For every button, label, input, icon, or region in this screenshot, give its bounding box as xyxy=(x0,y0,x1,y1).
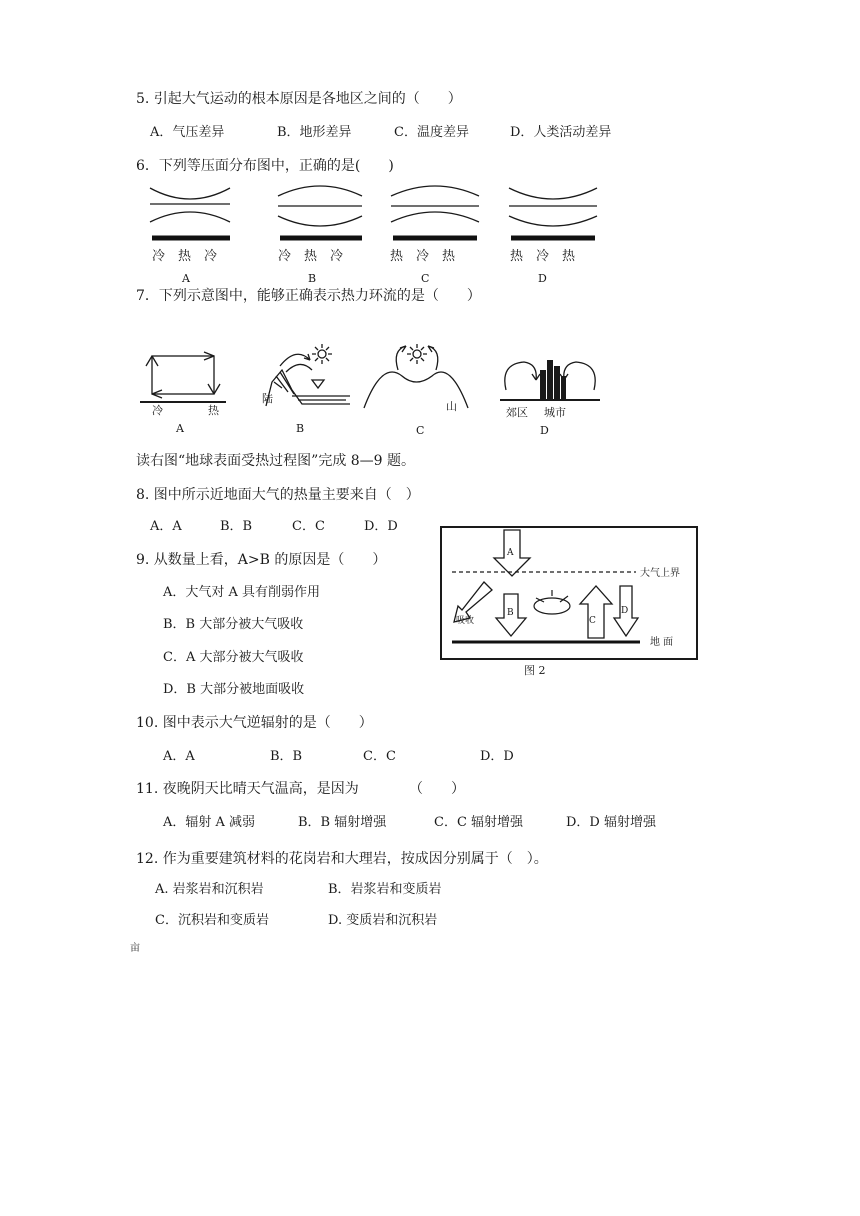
q9-option-a: A．大气对 A 具有削弱作用 xyxy=(163,585,321,600)
fig7a-letter: A xyxy=(176,422,184,435)
circulation-figure-a xyxy=(140,352,230,412)
isobar-panel-c xyxy=(385,182,485,244)
figure2-arrow-d-label: D xyxy=(621,606,629,616)
q10-option-b: B．B xyxy=(270,749,303,764)
fig7c-mountain-label: 山 xyxy=(446,400,457,413)
fig7d-city-label: 城市 xyxy=(544,406,566,419)
q5-option-a: A．气压差异 xyxy=(150,125,225,140)
q9-stem: 9. 从数量上看，A>B 的原因是（ ） xyxy=(136,552,387,568)
q6-panel-c-labels: 热 冷 热 xyxy=(390,249,456,264)
figure2-atmosphere-top-label: 大气上界 xyxy=(640,568,680,579)
q9-option-c: C．A 大部分被大气吸收 xyxy=(163,650,304,665)
q5-option-b: B．地形差异 xyxy=(277,125,352,140)
q12-option-d: D. 变质岩和沉积岩 xyxy=(328,913,438,928)
isobar-panel-d xyxy=(503,182,603,244)
q6-letter-d: D xyxy=(538,272,547,285)
fig7b-land-label: 陆 xyxy=(262,392,273,405)
q11-answer-paren: （ ） xyxy=(409,781,465,797)
q11-option-a: A．辐射 A 减弱 xyxy=(163,815,256,830)
q6-panel-d-labels: 热 冷 热 xyxy=(510,249,576,264)
q11-stem: 11. 夜晚阴天比晴天气温高，是因为 xyxy=(136,781,359,797)
q9-option-d: D．B 大部分被地面吸收 xyxy=(163,682,305,697)
isobar-panel-b xyxy=(270,182,370,244)
figure2-arrow-a-label: A xyxy=(507,548,514,558)
q8-stem: 8. 图中所示近地面大气的热量主要来自（ ） xyxy=(136,487,420,503)
fig7d-letter: D xyxy=(540,424,549,437)
q8-option-a: A．A xyxy=(150,519,182,534)
q10-option-a: A．A xyxy=(163,749,195,764)
q6-letter-a: A xyxy=(182,272,190,285)
q6-stem: 6．下列等压面分布图中，正确的是( ) xyxy=(136,158,394,174)
figure2-absorb-label: 吸收 xyxy=(456,616,475,626)
q10-option-c: C．C xyxy=(363,749,396,764)
isobar-panel-a xyxy=(140,182,240,244)
q8-option-c: C．C xyxy=(292,519,325,534)
q5-option-c: C．温度差异 xyxy=(394,125,469,140)
q9-option-b: B．B 大部分被大气吸收 xyxy=(163,617,304,632)
q12-option-b: B．岩浆岩和变质岩 xyxy=(328,882,442,897)
q6-letter-b: B xyxy=(308,272,317,285)
fig7c-letter: C xyxy=(416,424,425,437)
figure2-arrow-c-label: C xyxy=(589,616,596,626)
q10-stem: 10. 图中表示大气逆辐射的是（ ） xyxy=(136,715,373,731)
fig7a-hot-label: 热 xyxy=(208,404,219,417)
footer-mark: 亩 xyxy=(130,943,140,954)
fig7d-suburb-label: 郊区 xyxy=(506,406,528,419)
q6-panel-a-labels: 冷 热 冷 xyxy=(152,249,218,264)
q8-option-b: B．B xyxy=(220,519,253,534)
figure2-caption: 图 2 xyxy=(524,664,546,677)
q8-9-intro: 读右图“地球表面受热过程图”完成 8—9 题。 xyxy=(136,453,416,469)
q8-option-d: D．D xyxy=(364,519,398,534)
fig7a-cold-label: 冷 xyxy=(152,404,163,417)
q6-panel-b-labels: 冷 热 冷 xyxy=(278,249,344,264)
q12-option-a: A. 岩浆岩和沉积岩 xyxy=(155,882,264,897)
q12-stem: 12. 作为重要建筑材料的花岗岩和大理岩，按成因分别属于（ ）。 xyxy=(136,851,548,867)
figure2-ground-label: 地 面 xyxy=(650,637,674,648)
q11-option-b: B．B 辐射增强 xyxy=(298,815,387,830)
q10-option-d: D．D xyxy=(480,749,514,764)
q7-stem: 7．下列示意图中，能够正确表示热力环流的是（ ） xyxy=(136,288,481,304)
circulation-figure-d xyxy=(500,350,600,410)
q11-option-d: D．D 辐射增强 xyxy=(566,815,656,830)
figure2-arrow-b-label: B xyxy=(507,608,514,618)
q6-letter-c: C xyxy=(421,272,430,285)
q5-option-d: D．人类活动差异 xyxy=(510,125,612,140)
circulation-figure-b xyxy=(262,342,352,412)
fig7b-letter: B xyxy=(296,422,305,435)
q5-stem: 5. 引起大气运动的根本原因是各地区之间的（ ） xyxy=(136,91,462,107)
q12-option-c: C．沉积岩和变质岩 xyxy=(155,913,269,928)
q11-option-c: C．C 辐射增强 xyxy=(434,815,524,830)
